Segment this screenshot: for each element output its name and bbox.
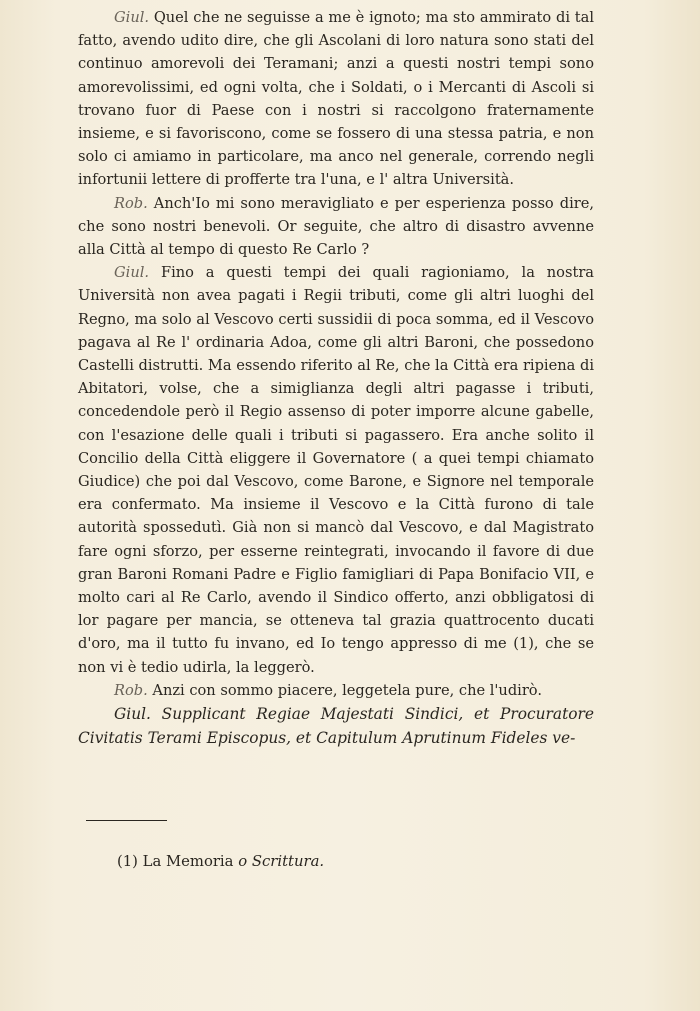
speaker-label: Giul.	[114, 9, 150, 26]
main-text	[78, 6, 594, 750]
latin-text: Giul. Supplicant Regiae Majestati Sindici, et Procuratore Civitatis Terami Episcopus, et Capitulum Aprutinum Fideles ve-	[78, 705, 594, 748]
footnote	[117, 852, 324, 872]
speaker-label: Rob.	[114, 194, 148, 212]
speaker-label: Giul.	[114, 264, 150, 282]
paragraph-text: Quel che ne seguisse a me è ignoto; ma sto ammirato di tal fatto, avendo udito dire, che gli Ascolani di loro natura sono stati del continuo amorevoli dei Teramani; anzi a questi nostri tempi sono amorevolissimi, ed ogni volta, che i Soldati, o i Mercanti di Ascoli si trovano fuor di Paese con i nostri si raccolgono fraternamente insieme, e si favoriscono, come se fossero di una stessa patria, e non solo ci amiamo in particolare, ma anco nel generale, correndo negli infortunii lettere di profferte tra l'una, e l' altra Università.	[78, 9, 594, 189]
latin-supplication	[78, 702, 594, 750]
paragraph-text: Fino a questi tempi dei quali ragioniamo, la nostra Università non avea pagati i Regii tributi, come gli altri luoghi del Regno, ma solo al Vescovo certi sussidii di poca somma, ed il Vescovo pagava al Re l' ordinaria Adoa, come gli altri Baroni, che possedono Castelli distrutti. Ma essendo riferito al Re, che la Città era ripiena di Abitatori, volse, che a simiglianza degli altri pagasse i tributi, concedendole però il Regio assenso di poter imporre alcune gabelle, con l'esazione delle quali i tributi si pagassero. Era anche solito il Concilio della Città eliggere il Governatore ( a quei tempi chiamato Giudice) che poi dal Vescovo, come Barone, e Signore nel temporale era confermato. Ma insieme il Vescovo e la Città furono di tale autorità spossedutì. Già non si mancò dal Vescovo, e dal Magistrato fare ogni sforzo, per esserne reintegrati, invocando il favore di due gran Baroni Romani Padre e Figlio famigliari di Papa Bonifacio VII, e molto cari al Re Carlo, avendo il Sindico offerto, anzi obbligatosi di lor pagare per mancia, se otteneva tal grazia quattrocento ducati d'oro, ma il tutto fu invano, ed Io tengo appresso di me (1), che se non vi è tedio udirla, la leggerò.	[78, 264, 594, 676]
speaker-label: Rob.	[114, 681, 148, 699]
paragraph-rob-2	[78, 679, 594, 702]
paragraph-text: Anzi con sommo piacere, leggetela pure, che l'udirò.	[152, 681, 542, 699]
paragraph-text: Anch'Io mi sono meravigliato e per esperienza posso dire, che sono nostri benevoli. Or seguite, che altro di disastro avvenne alla Città al tempo di questo Re Carlo ?	[78, 194, 595, 259]
paragraph-giul-1	[78, 6, 594, 192]
footnote-prefix: (1) La Memoria	[117, 853, 234, 870]
footnote-rule	[86, 820, 167, 821]
footnote-conj: o	[238, 853, 248, 870]
paragraph-rob-1	[78, 192, 594, 262]
footnote-word: Scrittura.	[251, 853, 325, 870]
paragraph-giul-2	[78, 261, 594, 679]
